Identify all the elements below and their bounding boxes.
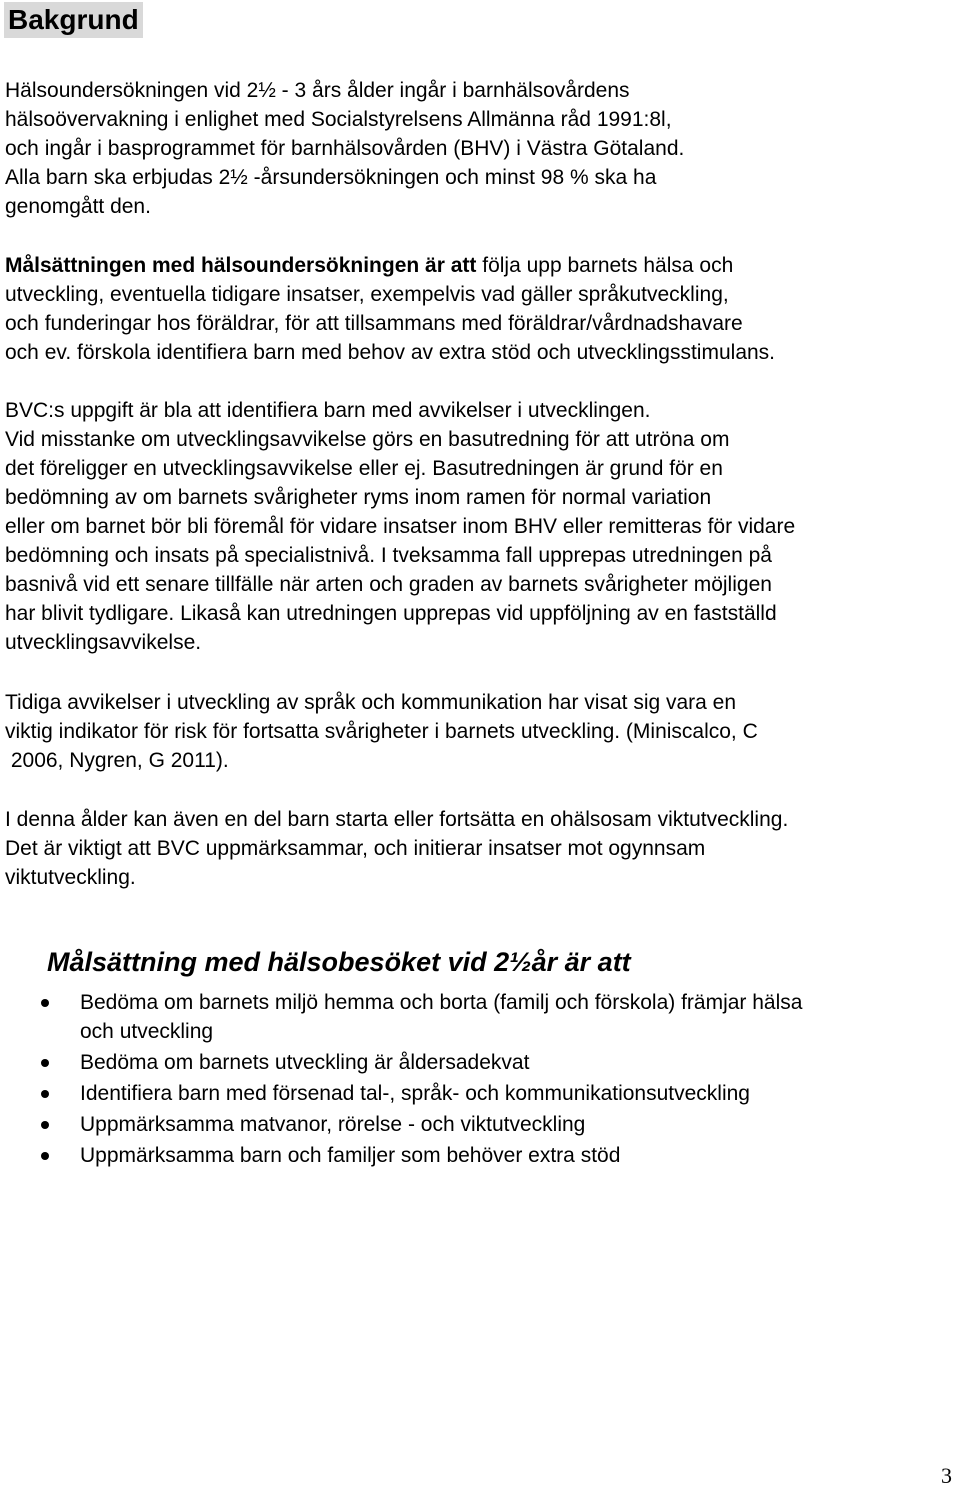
goals-list [0,988,960,1172]
text-line: utveckling, eventuella tidigare insatser, exempelvis vad gäller språkutveckling, [5,283,729,306]
text-line: Alla barn ska erbjudas 2½ -årsundersökningen och minst 98 % ska ha [5,166,657,189]
text-line: och ev. förskola identifiera barn med behov av extra stöd och utvecklingsstimulans. [5,341,776,364]
list-item-text: Uppmärksamma barn och familjer som behöver extra stöd [80,1144,621,1167]
text-line: Det är viktigt att BVC uppmärksammar, och initierar insatser mot ogynnsam [5,837,706,860]
bullet-icon [41,999,49,1007]
list-item-text: Uppmärksamma matvanor, rörelse - och viktutveckling [80,1113,586,1136]
paragraph-background [5,76,955,221]
list-item-text: Bedöma om barnets utveckling är åldersadekvat [80,1051,530,1074]
text-line: eller om barnet bör bli föremål för vidare insatser inom BHV eller remitteras för vidare [5,515,796,538]
bullet-icon [41,1059,49,1067]
list-item-text: och utveckling [80,1020,214,1043]
text-line: 2006, Nygren, G 2011). [5,749,229,772]
list-item [0,1110,960,1139]
text-line: bedömning och insats på specialistnivå. I tveksamma fall upprepas utredningen på [5,544,772,567]
text-line [5,251,955,280]
text-line: och ingår i basprogrammet för barnhälsovården (BHV) i Västra Götaland. [5,137,685,160]
goal-lead-bold: Målsättningen med hälsoundersökningen är att [5,254,477,277]
text-line: utvecklingsavvikelse. [5,631,202,654]
text-line: Hälsoundersökningen vid 2½ - 3 års ålder ingår i barnhälsovårdens [5,79,630,102]
page-number: 3 [941,1463,952,1488]
list-item [0,1079,960,1108]
list-item-text: Bedöma om barnets miljö hemma och borta (familj och förskola) främjar hälsa [80,991,803,1014]
text-line: genomgått den. [5,195,151,218]
text-line: har blivit tydligare. Likaså kan utredningen upprepas vid uppföljning av en fastställd [5,602,777,625]
text-line: och funderingar hos föräldrar, för att tillsammans med föräldrar/vårdnadshavare [5,312,743,335]
text-line: viktig indikator för risk för fortsatta svårigheter i barnets utveckling. (Miniscalco, C [5,720,758,743]
text-line: basnivå vid ett senare tillfälle när arten och graden av barnets svårigheter möjligen [5,573,772,596]
text-line: viktutveckling. [5,866,136,889]
list-item-text: Identifiera barn med försenad tal-, språk- och kommunikationsutveckling [80,1082,750,1105]
paragraph-weight [5,805,955,892]
list-item [0,1141,960,1170]
bullet-icon [41,1090,49,1098]
text-line: Tidiga avvikelser i utveckling av språk och kommunikation har visat sig vara en [5,691,737,714]
goals-subheading: Målsättning med hälsobesöket vid 2½år är att [47,947,631,977]
list-item [0,1048,960,1077]
list-item [0,988,960,1046]
text-line: bedömning av om barnets svårigheter ryms inom ramen för normal variation [5,486,712,509]
goal-lead-rest: följa upp barnets hälsa och [476,254,734,277]
bullet-icon [41,1121,49,1129]
text-line: BVC:s uppgift är bla att identifiera barn med avvikelser i utvecklingen. [5,399,651,422]
text-line: Vid misstanke om utvecklingsavvikelse görs en basutredning för att utröna om [5,428,730,451]
paragraph-goal [5,251,955,367]
text-line: hälsoövervakning i enlighet med Socialstyrelsens Allmänna råd 1991:8l, [5,108,672,131]
bullet-icon [41,1152,49,1160]
section-heading: Bakgrund [4,2,143,38]
paragraph-early-deviations [5,688,955,775]
text-line: I denna ålder kan även en del barn starta eller fortsätta en ohälsosam viktutveckling. [5,808,789,831]
paragraph-bvc-task [5,396,955,657]
text-line: det föreligger en utvecklingsavvikelse eller ej. Basutredningen är grund för en [5,457,723,480]
